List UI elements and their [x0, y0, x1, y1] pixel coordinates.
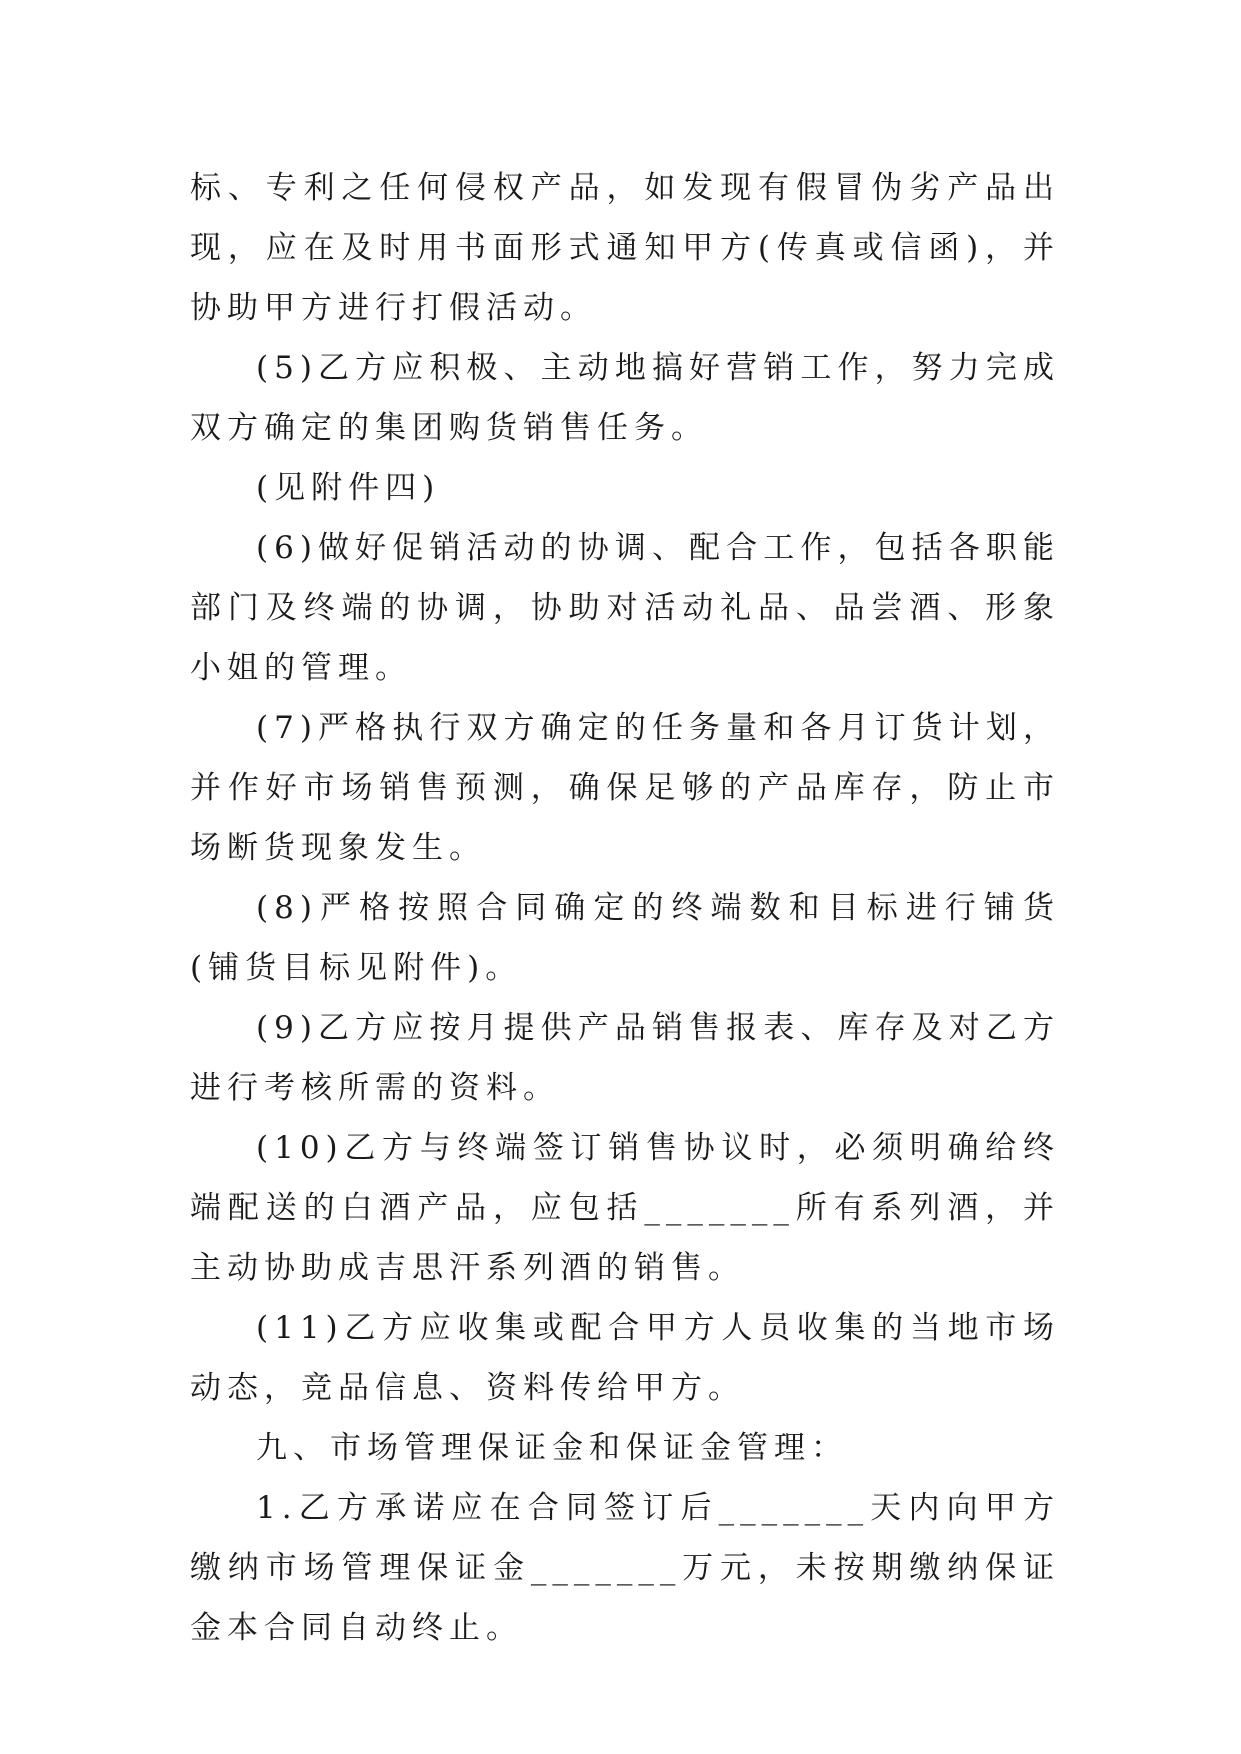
section-heading: 九、市场管理保证金和保证金管理：	[256, 1430, 848, 1466]
paragraph-3: (见附件四)	[256, 470, 441, 506]
paragraph-4: (6)做好促销活动的协调、配合工作，包括各职能部门及终端的协调，协助对活动礼品、品尝酒、形象小姐的管理。	[190, 530, 1060, 686]
paragraph-11: 1.乙方承诺应在合同签订后_______天内向甲方缴纳市场管理保证金_______万元，未按期缴纳保证金本合同自动终止。	[190, 1490, 1060, 1646]
document-body	[190, 158, 1060, 1658]
paragraph-7: (9)乙方应按月提供产品销售报表、库存及对乙方进行考核所需的资料。	[190, 1010, 1060, 1106]
paragraph-2: (5)乙方应积极、主动地搞好营销工作，努力完成双方确定的集团购货销售任务。	[190, 350, 1060, 446]
paragraph-5: (7)严格执行双方确定的任务量和各月订货计划，并作好市场销售预测，确保足够的产品库存，防止市场断货现象发生。	[190, 710, 1060, 866]
paragraph-9: (11)乙方应收集或配合甲方人员收集的当地市场动态，竞品信息、资料传给甲方。	[190, 1310, 1060, 1406]
paragraph-6: (8)严格按照合同确定的终端数和目标进行铺货(铺货目标见附件)。	[190, 890, 1060, 986]
paragraph-1: 标、专利之任何侵权产品，如发现有假冒伪劣产品出现，应在及时用书面形式通知甲方(传真或信函)，并协助甲方进行打假活动。	[190, 170, 1060, 326]
paragraph-8: (10)乙方与终端签订销售协议时，必须明确给终端配送的白酒产品，应包括_______所有系列酒，并主动协助成吉思汗系列酒的销售。	[190, 1130, 1060, 1286]
